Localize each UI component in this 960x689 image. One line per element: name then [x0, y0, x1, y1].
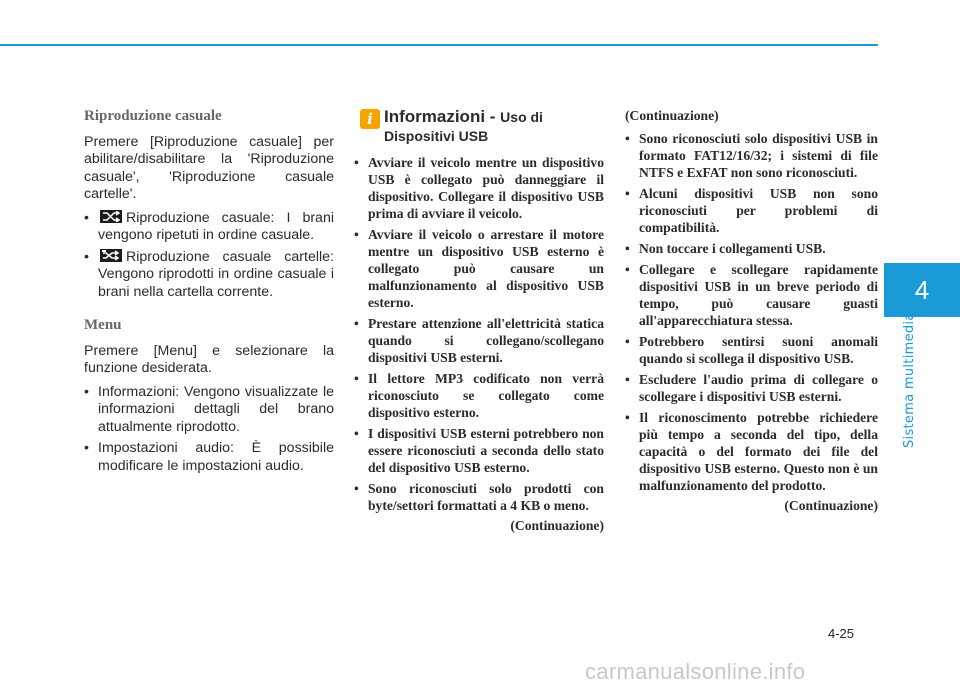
list-item: • Escludere l'audio prima di collegare o scollegare i dispositivi USB esterni. — [625, 371, 878, 405]
list-item — [84, 210, 334, 245]
list-item: • Informazioni: Vengono visualizzate le informazioni dettagli del brano attualmente riprodotto. — [84, 384, 334, 437]
shuffle-folder-icon — [100, 249, 122, 262]
chapter-title: Sistema multimediale — [902, 300, 917, 448]
usb-info-list — [354, 154, 604, 514]
info-icon: i — [360, 109, 380, 129]
continued-top-label: (Continuazione) — [625, 108, 719, 123]
shuffle-folder-item-text: Riproduzione casuale cartelle: Vengono riprodotti in ordine casuale i brani nella cartella corrente. — [98, 248, 334, 300]
chapter-number: 4 — [884, 263, 960, 317]
list-item: • Alcuni dispositivi USB non sono riconosciuti per problemi di compatibilità. — [625, 185, 878, 236]
section-heading-menu: Menu — [84, 317, 122, 333]
section-heading-shuffle: Riproduzione casuale — [84, 108, 222, 124]
list-item: • Il riconoscimento potrebbe richiedere più tempo a seconda del tipo, della capacità o del formato dei file del dispositivo USB esterno. Questo non è un malfunzionamento del prodotto. — [625, 409, 878, 494]
list-item: • I dispositivi USB esterni potrebbero non essere riconosciuti a seconda dello stato del dispositivo USB esterno. — [354, 425, 604, 476]
list-item: • Sono riconosciuti solo prodotti con byte/settori formattati a 4 KB o meno. — [354, 480, 604, 514]
list-item — [84, 249, 334, 302]
top-rule — [0, 44, 878, 46]
list-item: • Prestare attenzione all'elettricità statica quando si collegano/scollegano dispositivi USB esterni. — [354, 315, 604, 366]
watermark: carmanualsonline.info — [585, 659, 806, 684]
list-item: • Non toccare i collegamenti USB. — [625, 240, 878, 257]
shuffle-list — [84, 210, 334, 302]
info-title-main: Informazioni - — [384, 107, 501, 126]
list-item: • Avviare il veicolo mentre un dispositivo USB è collegato può danneggiare il dispositivo. Collegare il dispositivo USB prima di avviare il veicolo. — [354, 154, 604, 222]
info-heading — [354, 108, 604, 146]
list-item: • Potrebbero sentirsi suoni anomali quando si scollega il dispositivo USB. — [625, 333, 878, 367]
column-right — [625, 108, 878, 514]
list-item: • Sono riconosciuti solo dispositivi USB in formato FAT12/16/32; i sistemi di file NTFS e ExFAT non sono riconosciuti. — [625, 130, 878, 181]
chapter-tab — [884, 0, 960, 457]
list-item: • Il lettore MP3 codificato non verrà riconosciuto se collegato come dispositivo esterno. — [354, 370, 604, 421]
shuffle-icon — [100, 210, 122, 223]
info-title-sub: Uso di Dispositivi USB — [384, 109, 543, 144]
column-left — [84, 108, 334, 479]
page-number: 4-25 — [828, 626, 855, 641]
list-item: • Impostazioni audio: È possibile modificare le impostazioni audio. — [84, 440, 334, 475]
shuffle-item-text: Riproduzione casuale: I brani vengono ripetuti in ordine casuale. — [98, 209, 334, 243]
usb-info-list-continued — [625, 130, 878, 494]
continued-bottom-label: (Continuazione) — [784, 498, 878, 513]
list-item: • Collegare e scollegare rapidamente dispositivi USB in un breve periodo di tempo, può causare guasti all'apparecchiatura stessa. — [625, 261, 878, 329]
shuffle-paragraph: Premere [Riproduzione casuale] per abilitare/disabilitare la 'Riproduzione casuale', 'Riproduzione casuale cartelle'. — [84, 133, 334, 202]
menu-paragraph: Premere [Menu] e selezionare la funzione desiderata. — [84, 342, 334, 376]
continued-label: (Continuazione) — [510, 518, 604, 533]
list-item: • Avviare il veicolo o arrestare il motore mentre un dispositivo USB esterno è collegato può causare un malfunzionamento al dispositivo USB esterno. — [354, 226, 604, 311]
menu-list — [84, 384, 334, 476]
column-middle — [354, 108, 604, 534]
